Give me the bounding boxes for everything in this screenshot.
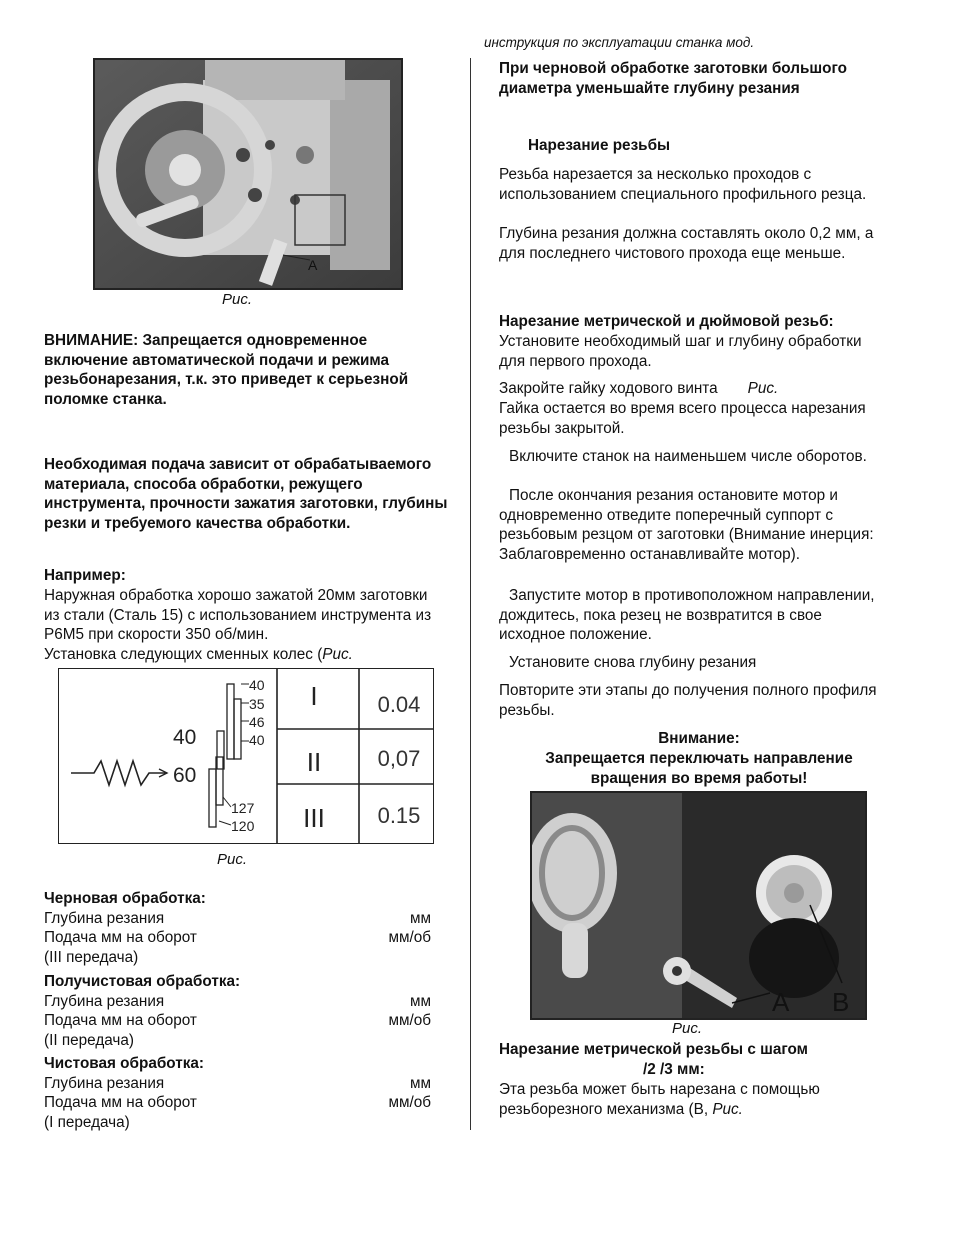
gear-row-3-value: 0.15 (377, 803, 421, 828)
example-text: Наружная обработка хорошо зажатой 20мм заготовки из стали (Сталь 15) с использованием инструмента из Р6М5 при скорости 350 об/мин. (44, 587, 432, 644)
fig3-caption: Рис. (672, 1020, 703, 1037)
repeat-text: Повторите эти этапы до получения полного профиля резьбы. (499, 682, 877, 719)
metric-step-fig-ref: Рис. (712, 1100, 743, 1118)
fig3-label-b: B (832, 987, 850, 1017)
rough-feed-row (44, 928, 431, 948)
gear-diagram-drawing (59, 669, 433, 843)
example-fig-ref: Рис. (322, 646, 353, 663)
rough-depth-row (44, 909, 431, 929)
rough-feed-label: Подача мм на оборот (44, 929, 197, 947)
semi-title: Получистовая обработка: (44, 973, 241, 990)
rough-depth-label: Глубина резания (44, 909, 165, 927)
gear-row-2-value: 0,07 (377, 746, 421, 771)
gear-label-46: 46 (249, 714, 265, 730)
semi-depth-unit: мм (409, 992, 431, 1010)
gear-label-35: 35 (249, 696, 265, 712)
nut-fig-ref: Рис. (747, 380, 779, 397)
metric-title: Нарезание метрической и дюймовой резьб: (499, 313, 834, 330)
metric-step-title-2: /2 /3 мм: (643, 1061, 705, 1078)
finish-depth-label: Глубина резания (44, 1074, 165, 1092)
metric-step-text (499, 1080, 879, 1119)
step-4: Установите снова глубину резания (509, 654, 757, 671)
column-divider (470, 58, 471, 1130)
metric-p1: Установите необходимый шаг и глубину обработки для первого прохода. (499, 333, 862, 370)
finish-feed-row (44, 1093, 431, 1113)
gear-row-1-label: I (310, 681, 318, 711)
semi-feed-label: Подача мм на оборот (44, 1012, 197, 1030)
feed-note: Необходимая подача зависит от обрабатываемого материала, способа обработки, режущего инструмента, прочности зажатия заготовки, глубины резки и требуемого качества обработки. (44, 456, 448, 532)
step-1: Включите станок на наименьшем числе оборотов. (509, 448, 867, 465)
warning-text: ВНИМАНИЕ: Запрещается одновременное включение автоматической подачи и режима резьбонарезания, т.к. это приведет к серьезной поломке станка. (44, 332, 409, 408)
gear-label-40-mid: 40 (249, 732, 265, 748)
finish-feed-unit: мм/об (388, 1094, 431, 1112)
fig3-label-a: A (772, 987, 790, 1017)
metric-step-title: Нарезание метрической резьбы с шагом (499, 1041, 808, 1058)
semi-depth-label: Глубина резания (44, 992, 165, 1010)
attention-text: Запрещается переключать направление вращения во время работы! (545, 750, 853, 787)
fig2-caption: Рис. (217, 851, 248, 868)
gear-row-2-label: II (306, 747, 322, 777)
figure-gear-diagram (58, 668, 434, 844)
leadscrew-photo-drawing (532, 793, 865, 1018)
rough-title: Черновая обработка: (44, 890, 206, 907)
nut-text-2: Гайка остается во время всего процесса нарезания резьбы закрытой. (499, 400, 866, 437)
finish-feed-label: Подача мм на оборот (44, 1094, 197, 1112)
finish-gear: (I передача) (44, 1113, 130, 1131)
rough-block (44, 889, 444, 967)
thread-p1: Резьба нарезается за несколько проходов с использованием специального профильного резца. (499, 166, 867, 203)
example-text-2-body: Установка следующих сменных колес ( (44, 646, 323, 663)
fig1-caption: Рис. (222, 291, 253, 308)
figure-apron-photo (93, 58, 403, 290)
gear-row-3-label: III (303, 803, 325, 833)
semi-gear: (II передача) (44, 1031, 134, 1049)
page-header: инструкция по эксплуатации станка мод. (484, 35, 755, 50)
rough-gear: (III передача) (44, 948, 139, 966)
step-2 (499, 486, 889, 564)
rough-feed-unit: мм/об (388, 929, 431, 947)
semi-feed-unit: мм/об (388, 1012, 431, 1030)
semi-depth-row (44, 992, 431, 1012)
fig1-label-a: A (308, 257, 318, 273)
step-2-text: После окончания резания остановите мотор и одновременно отведите поперечный суппорт с резьбовым резцом от заготовки (Внимание инерция: Заблаговременно останавливайте мотор). (499, 487, 874, 563)
finish-depth-row (44, 1074, 431, 1094)
gear-label-127: 127 (231, 800, 255, 816)
nut-text: Закройте гайку ходового винта (499, 380, 718, 397)
nut-line (499, 379, 899, 399)
finish-depth-unit: мм (409, 1074, 431, 1092)
metric-step-body: Эта резьба может быть нарезана с помощью резьборезного механизма (В, (499, 1081, 820, 1118)
rough-big-note: При черновой обработке заготовки большого диаметра уменьшайте глубину резания (499, 60, 847, 97)
figure-leadscrew-photo (530, 791, 867, 1020)
apron-photo-drawing (95, 60, 401, 288)
rough-depth-unit: мм (409, 909, 431, 927)
step-3-text: Запустите мотор в противоположном направлении, дождитесь, пока резец не возвратится в свое исходное положение. (499, 587, 875, 644)
thread-title: Нарезание резьбы (528, 137, 671, 154)
finish-title: Чистовая обработка: (44, 1055, 204, 1072)
gear-label-120: 120 (231, 818, 255, 834)
example-text-2 (44, 645, 444, 665)
example-title: Например: (44, 567, 126, 584)
thread-p2: Глубина резания должна составлять около 0,2 мм, а для последнего чистового прохода еще меньше. (499, 225, 874, 262)
attention-title: Внимание: (658, 730, 740, 747)
semi-feed-row (44, 1011, 431, 1031)
gear-label-left-40: 40 (173, 726, 197, 749)
gear-row-1-value: 0.04 (377, 692, 421, 717)
step-3 (499, 586, 879, 645)
semi-block (44, 972, 444, 1050)
finish-block (44, 1054, 444, 1132)
gear-label-40-top: 40 (249, 677, 265, 693)
gear-label-left-60: 60 (173, 764, 197, 787)
